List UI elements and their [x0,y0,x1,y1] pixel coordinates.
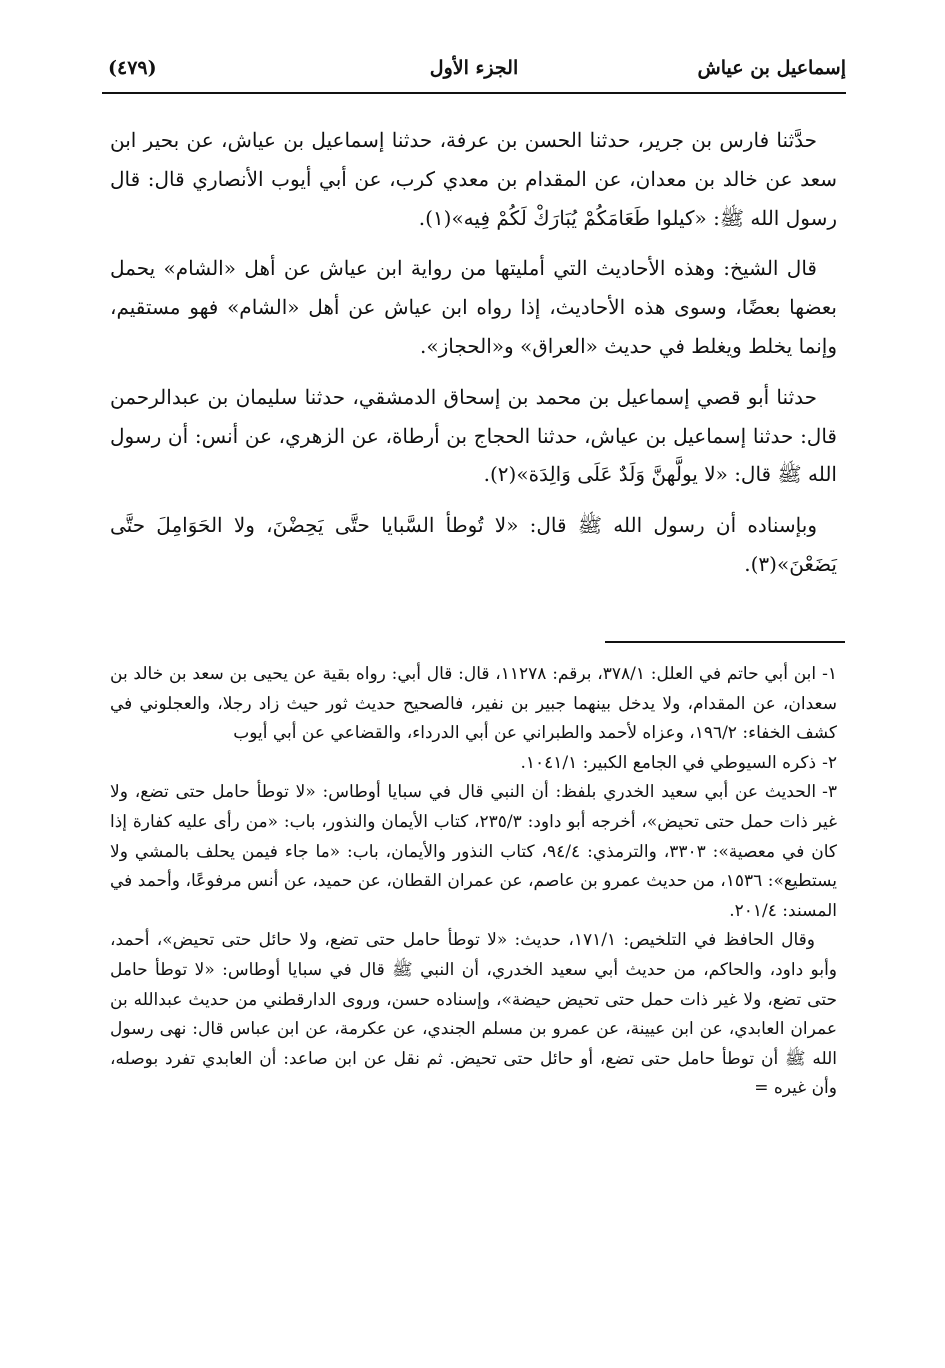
body-paragraph: قال الشيخ: وهذه الأحاديث التي أمليتها من رواية ابن عياش عن أهل «الشام» يحمل بعضها بعضًا، وسوى هذه الأحاديث، إذا رواه ابن عياش عن أهل «الشام» فهو مستقيم، وإنما يخلط ويغلط في حديث «العراق» و«الحجاز». [110,256,837,358]
footnote [110,778,837,926]
footnote-text: الحديث عن أبي سعيد الخدري بلفظ: أن النبي قال في سبايا أوطاس: «لا توطأ حامل حتى تضع، ولا غير ذات حمل حتى تحيض»، أخرجه أبو داود: ٢٣٥/٣، كتاب الأيمان والنذور، باب: «من رأى عليه كفارة إذا كان في معصية»: ٣٣٠٣، والترمذي: ٩٤/٤، كتاب النذور والأيمان، باب: «ما جاء فيمن يحلف بالمشي ولا يستطيع»: ١٥٣٦، من حديث عمرو بن عاصم، عن عمران القطان، عن حميد، عن أنس مرفوعًا، وأحمد في المسند: ٢٠١/٤. [110,782,838,921]
footnote [110,749,837,779]
main-text [110,121,837,596]
footnote-text: ذكره السيوطي في الجامع الكبير: ١٠٤١/١. [520,752,817,773]
header-page-number: (٤٧٩) [108,57,157,79]
running-header [102,48,846,92]
header-volume-title: الجزء الأول [429,57,519,79]
body-paragraph: حدثنا أبو قصي إسماعيل بن محمد بن إسحاق الدمشقي، حدثنا سليمان بن عبدالرحمن قال: حدثنا إسماعيل بن عياش، حدثنا الحجاج بن أرطاة، عن الزهري، عن أنس: أن رسول الله ﷺ قال: «لا يولَّهنَّ وَلَدٌ عَلَى وَالِدَة»(٢). [110,384,837,487]
footnote [110,660,837,749]
body-paragraph: وبإسناده أن رسول الله ﷺ قال: «لا تُوطأ السَّبايا حتَّى يَحِضْنَ، ولا الحَوَامِلَ حتَّى يَضَعْنَ»(٣). [110,513,837,576]
header-rule [102,92,846,94]
body-paragraph: حدَّثنا فارس بن جرير، حدثنا الحسن بن عرفة، حدثنا إسماعيل بن عياش، عن بحير ابن سعد عن خالد بن معدان، عن المقدام بن معدي كرب، عن أبي أيوب الأنصاري قال: قال رسول الله ﷺ: «كيلوا طَعَامَكُمْ يُبَارَكْ لَكُمْ فِيه»(١). [110,128,838,230]
footnote-number: ٣- [822,782,837,803]
footnote-number: ٢- [822,752,837,773]
header-chapter-title: إسماعيل بن عياش [697,57,846,79]
footnote-separator [605,641,845,643]
footnote-continuation: وقال الحافظ في التلخيص: ١٧١/١، حديث: «لا توطأ حامل حتى تضع، ولا حائل حتى تحيض»، أحمد، وأبو داود، والحاكم، من حديث أبي سعيد الخدري، أن النبي ﷺ قال في سبايا أوطاس: «لا توطأ حامل حتى تضع، ولا غير ذات حمل حتى تحيض حيضة»، وإسناده حسن، وروى الدارقطني من حديث عبدالله بن عمران العابدي، عن ابن عيينة، عن عمرو بن مسلم الجندي، عن عكرمة، عن ابن عباس قال: نهى رسول الله ﷺ أن توطأ حامل حتى تضع، أو حائل حتى تحيض. ثم نقل عن ابن صاعد: أن العابدي تفرد بوصله، وأن غيره = [110,930,838,1099]
footnotes [110,660,837,1104]
footnote-number: ١- [822,664,838,684]
footnote-text: ابن أبي حاتم في العلل: ٣٧٨/١، برقم: ١١٢٧٨، قال: قال أبي: رواه بقية عن يحيى بن سعد بن خالد بن سعدان، عن المقدام، ولا يدخل بينهما جبير بن نفير، فالصحيح حديث ثور حيث زاد رجلا، والعجلوني في كشف الخفاء: ١٩٦/٢، وعزاه لأحمد والطبراني عن أبي الدرداء، والقضاعي عن أبي أيوب [110,664,837,744]
